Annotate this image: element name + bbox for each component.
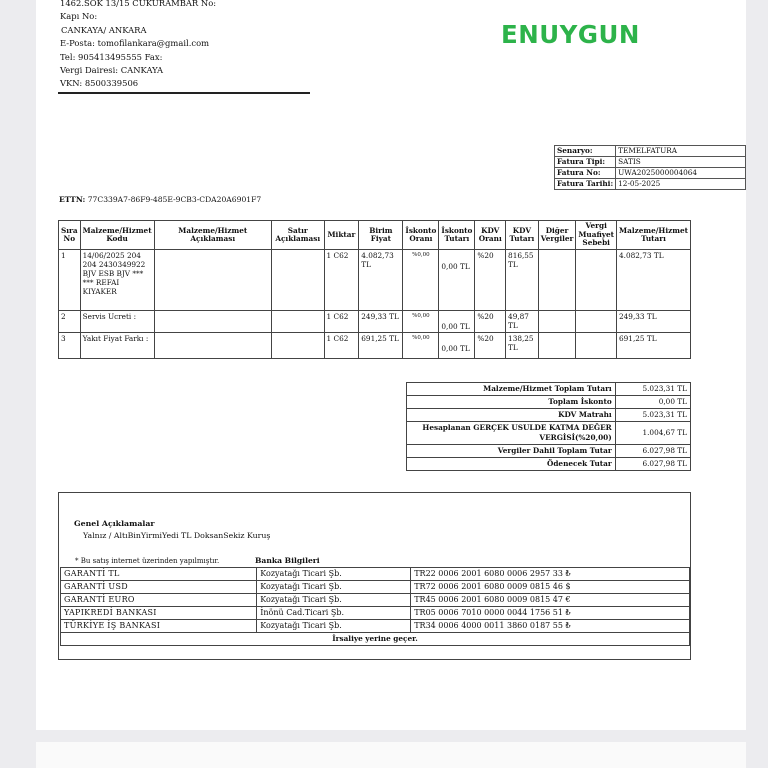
row-no: 2 [59,311,81,333]
row-vat-rate: %20 [475,250,506,311]
totals-value: 0,00 TL [615,396,690,409]
sender-email: E-Posta: tomofilankara@gmail.com [60,38,210,49]
totals-label: Malzeme/Hizmet Toplam Tutarı [407,383,616,396]
sender-phone: Tel: 905413495555 Fax: [60,51,163,62]
row-discount-amount: 0,00 TL [439,250,475,311]
row-vat-amount: 816,55 TL [506,250,539,311]
row-exemption [576,333,617,359]
row-unit-price: 691,25 TL [359,333,403,359]
next-page-edge [36,742,746,768]
row-other-taxes [538,311,576,333]
bank-row [61,620,690,633]
bank-branch: Kozyatağı Ticari Şb. [257,620,411,633]
row-exemption [576,250,617,311]
bank-name: GARANTİ EURO [61,594,257,607]
sender-city: CANKAYA/ ANKARA [61,24,147,35]
table-row [59,250,691,311]
totals-table [406,382,691,471]
row-discount-rate: %0,00 [403,250,439,311]
bank-info-title: Banka Bilgileri [255,556,320,565]
column-header: Malzeme/Hizmet Tutarı [617,221,691,250]
column-header: Satır Açıklaması [271,221,324,250]
bank-name: GARANTİ USD [61,581,257,594]
amount-in-words: Yalnız / AltıBinYirmiYedi TL DoksanSekiz Kuruş [83,531,271,540]
bank-iban: TR72 0006 2001 6080 0009 0815 46 $ [411,581,690,594]
row-line-description [271,311,324,333]
row-description [154,250,271,311]
bank-name: TÜRKİYE İŞ BANKASI [61,620,257,633]
column-header: Birim Fiyat [359,221,403,250]
row-line-description [271,250,324,311]
row-vat-amount: 49,87 TL [506,311,539,333]
bank-row [61,568,690,581]
totals-label: Vergiler Dahil Toplam Tutar [407,445,616,458]
meta-label: Fatura Tipi: [555,157,616,168]
row-quantity: 1 C62 [324,250,359,311]
row-no: 1 [59,250,81,311]
totals-value: 6.027,98 TL [615,445,690,458]
bank-branch: Kozyatağı Ticari Şb. [257,594,411,607]
row-quantity: 1 C62 [324,333,359,359]
column-header: Malzeme/Hizmet Açıklaması [154,221,271,250]
row-discount-rate: %0,00 [403,333,439,359]
meta-label: Fatura No: [555,168,616,179]
row-other-taxes [538,250,576,311]
totals-value: 5.023,31 TL [615,383,690,396]
bank-branch: Kozyatağı Ticari Şb. [257,581,411,594]
column-header: Malzeme/Hizmet Kodu [80,221,154,250]
sender-address-block [60,0,216,91]
bank-row [61,581,690,594]
row-exemption [576,311,617,333]
bank-row [61,594,690,607]
internet-sale-note: * Bu satış internet üzerinden yapılmıştır. [75,557,220,565]
column-header: Diğer Vergiler [538,221,576,250]
sender-door-no: Kapı No: [60,11,98,22]
column-header: KDV Oranı [475,221,506,250]
meta-label: Senaryo: [555,146,616,157]
totals-value: 5.023,31 TL [615,409,690,422]
sender-tax-office: Vergi Dairesi: CANKAYA [60,64,164,75]
invoice-meta-table [554,145,746,190]
notes-title: Genel Açıklamalar [74,519,155,528]
meta-value: TEMELFATURA [616,146,746,157]
totals-value: 1.004,67 TL [615,422,690,445]
bank-branch: Kozyatağı Ticari Şb. [257,568,411,581]
totals-label: KDV Matrahı [407,409,616,422]
totals-label: Hesaplanan GERÇEK USULDE KATMA DEĞER VERGİSİ(%20,00) [407,422,616,445]
items-header-row [59,221,691,250]
row-discount-rate: %0,00 [403,311,439,333]
waybill-note: İrsaliye yerine geçer. [61,633,690,646]
table-row [59,311,691,333]
row-vat-amount: 138,25 TL [506,333,539,359]
column-header: Vergi Muafiyet Sebebi [576,221,617,250]
row-amount: 249,33 TL [617,311,691,333]
ettn-value: 77C339A7-86F9-485E-9CB3-CDA20A6901F7 [87,195,262,204]
column-header: İskonto Tutarı [439,221,475,250]
sender-divider [58,92,310,94]
column-header: KDV Tutarı [506,221,539,250]
row-unit-price: 4.082,73 TL [359,250,403,311]
row-discount-amount: 0,00 TL [439,311,475,333]
sender-street: 1462.SOK 13/15 CUKURAMBAR No: [60,0,217,8]
bank-iban: TR45 0006 2001 6080 0009 0815 47 € [411,594,690,607]
totals-value: 6.027,98 TL [615,458,690,471]
enuygun-logo: ENUYGUN [501,20,640,49]
sender-vkn: VKN: 8500339506 [60,78,139,89]
row-vat-rate: %20 [475,311,506,333]
row-no: 3 [59,333,81,359]
row-amount: 4.082,73 TL [617,250,691,311]
row-amount: 691,25 TL [617,333,691,359]
table-row [59,333,691,359]
column-header: Sıra No [59,221,81,250]
column-header: İskonto Oranı [403,221,439,250]
bank-row [61,607,690,620]
row-discount-amount: 0,00 TL [439,333,475,359]
bank-iban: TR22 0006 2001 6080 0006 2957 33 ₺ [411,568,690,581]
column-header: Miktar [324,221,359,250]
row-quantity: 1 C62 [324,311,359,333]
notes-box [58,492,691,660]
bank-table [60,567,690,646]
row-unit-price: 249,33 TL [359,311,403,333]
meta-value: 12-05-2025 [616,179,746,190]
bank-iban: TR05 0006 7010 0000 0044 1756 51 ₺ [411,607,690,620]
invoice-page [36,0,746,730]
bank-iban: TR34 0006 4000 0011 3860 0187 55 ₺ [411,620,690,633]
row-other-taxes [538,333,576,359]
row-code: 14/06/2025 204 204 2430349922 BJV ESB BJV *** *** REFAI KIYAKER [80,250,154,311]
ettn-line [59,195,261,204]
meta-value: SATIS [616,157,746,168]
meta-value: UWA2025000004064 [616,168,746,179]
row-description [154,311,271,333]
bank-branch: İnönü Cad.Ticari Şb. [257,607,411,620]
totals-label: Ödenecek Tutar [407,458,616,471]
row-code: Yakıt Fiyat Farkı : [80,333,154,359]
row-description [154,333,271,359]
row-line-description [271,333,324,359]
row-code: Servis Ucreti : [80,311,154,333]
row-vat-rate: %20 [475,333,506,359]
meta-label: Fatura Tarihi: [555,179,616,190]
bank-name: GARANTİ TL [61,568,257,581]
items-table [58,220,691,359]
ettn-label: ETTN: [59,195,86,204]
totals-label: Toplam İskonto [407,396,616,409]
bank-name: YAPIKREDİ BANKASI [61,607,257,620]
